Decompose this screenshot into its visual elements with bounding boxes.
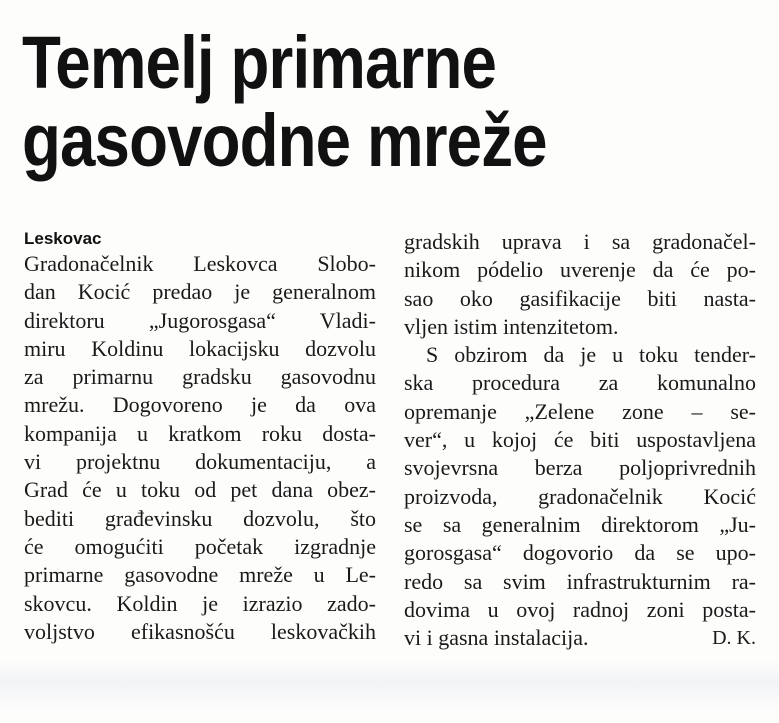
article-headline (22, 21, 658, 182)
headline-line-2: gasovodne mreže (22, 99, 547, 182)
body-line: za primarnu gradsku gasovodnu (24, 364, 376, 390)
body-line: vljen istim intenzitetom. (404, 313, 619, 339)
body-line-text: vi i gasna instalacija. (404, 625, 589, 651)
body-line: skovcu. Koldin je izrazio zado- (24, 590, 376, 616)
body-line: S obzirom da je u toku tender- (426, 342, 756, 368)
body-line: Grad će u toku od pet dana obez- (24, 477, 376, 503)
body-line: će omogućiti početak izgradnje (24, 533, 376, 559)
body-line: kompanija u kratkom roku dosta- (24, 420, 376, 446)
body-line: redo sa svim infrastrukturnim ra- (404, 568, 756, 594)
body-line: se sa generalnim direktorom „Ju- (404, 511, 756, 537)
article-column-right (404, 228, 756, 652)
body-line: nikom pódelio uverenje da će po- (404, 257, 756, 283)
body-line: dan Kocić predao je generalnom (24, 279, 376, 305)
body-line: gorosgasa“ dogovorio da se upo- (404, 540, 756, 566)
body-line: vi projektnu dokumentaciju, a (24, 449, 376, 475)
body-line: sao oko gasifikacije biti nasta- (404, 285, 756, 311)
body-line-last (404, 624, 756, 652)
body-line: ver“, u kojoj će biti uspostavljena (404, 427, 756, 453)
body-line: voljstvo efikasnošću leskovačkih (24, 618, 376, 644)
body-line: proizvoda, gradonačelnik Kocić (404, 483, 756, 509)
body-line: gradskih uprava i sa gradonačel- (404, 229, 756, 254)
body-line: Gradonačelnik Leskovca Slobo- (24, 251, 376, 276)
scan-artifact (0, 660, 779, 710)
dateline: Leskovac (24, 229, 102, 248)
article-column-left (24, 228, 376, 646)
body-line: ska procedura za komunalno (404, 370, 756, 396)
author-signature: D. K. (712, 627, 756, 650)
body-line: primarne gasovodne mreže u Le- (24, 562, 376, 588)
body-line: svojevrsna berza poljoprivrednih (404, 455, 756, 481)
body-line: direktoru „Jugorosgasa“ Vladi- (24, 307, 376, 333)
body-line: dovima u ovoj radnoj zoni posta- (404, 596, 756, 622)
headline-line-1: Temelj primarne (22, 21, 497, 104)
body-line: opremanje „Zelene zone – se- (404, 398, 756, 424)
body-line: mrežu. Dogovoreno je da ova (24, 392, 376, 418)
body-line: miru Koldinu lokacijsku dozvolu (24, 335, 376, 361)
body-line: bediti građevinsku dozvolu, što (24, 505, 376, 531)
